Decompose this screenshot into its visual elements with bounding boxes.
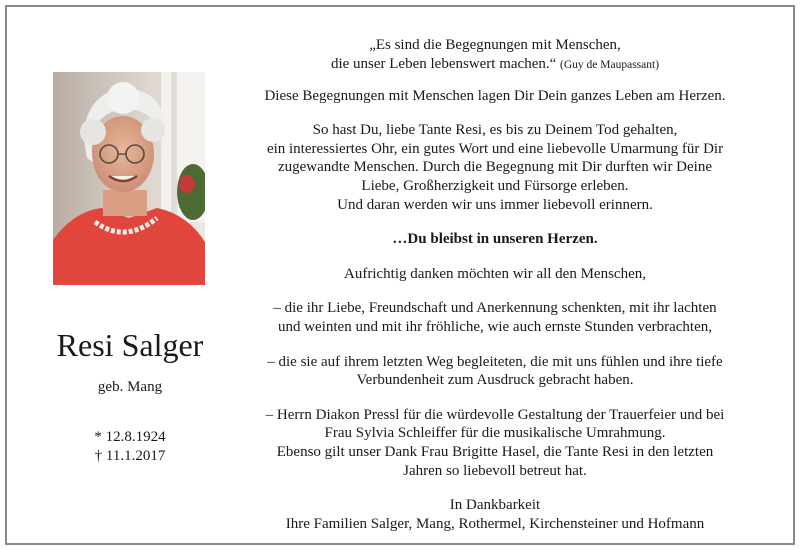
text-line: Frau Sylvia Schleiffer für die musikalische Umrahmung.: [324, 425, 666, 442]
text-line: – Herrn Diakon Pressl für die würdevolle Gestaltung der Trauerfeier und bei: [265, 406, 725, 423]
quote-line-text: die unser Leben lebenswert machen.“: [330, 55, 557, 72]
intro-paragraph: [234, 87, 756, 106]
text-line: So hast Du, liebe Tante Resi, es bis zu Deinem Tod gehalten,: [312, 122, 678, 139]
text-line: Jahren so liebevoll betreut hat.: [403, 462, 587, 479]
memory-paragraph: [234, 121, 756, 214]
motto-line: …Du bleibst in unseren Herzen.: [392, 231, 598, 248]
quote: [234, 36, 756, 74]
quote-line: [234, 55, 756, 75]
motto: [234, 230, 756, 249]
birth-name: geb. Mang: [97, 379, 163, 395]
text-line: Aufrichtig danken möchten wir all den Menschen,: [344, 265, 646, 282]
text-line: Ebenso gilt unser Dank Frau Brigitte Hasel, die Tante Resi in den letzten: [276, 444, 714, 460]
life-dates: [30, 428, 230, 466]
notice-text: [234, 36, 756, 533]
closing-line: In Dankbarkeit: [449, 497, 541, 514]
quote-line: „Es sind die Begegnungen mit Menschen,: [369, 37, 621, 53]
text-line: und weinten und mit ihr fröhliche, wie auch ernste Stunden verbrachten,: [277, 319, 713, 336]
signature: Ihre Familien Salger, Mang, Rothermel, Kirchensteiner und Hofmann: [285, 515, 705, 532]
birth-date: * 12.8.1924: [94, 429, 166, 445]
deceased-name: Resi Salger: [56, 327, 204, 363]
text-line: Diese Begegnungen mit Menschen lagen Dir Dein ganzes Leben am Herzen.: [264, 87, 726, 104]
quote-source: (Guy de Maupassant): [560, 58, 660, 71]
text-line: – die ihr Liebe, Freundschaft und Anerkennung schenkten, mit ihr lachten: [273, 300, 717, 317]
text-line: Verbundenheit zum Ausdruck gebracht haben.: [356, 372, 634, 389]
text-line: Und daran werden wir uns immer liebevoll erinnern.: [337, 196, 653, 213]
closing: [234, 496, 756, 533]
portrait-photo: [53, 72, 205, 285]
text-line: zugewandte Menschen. Durch die Begegnung mit Dir durften wir Deine: [277, 159, 713, 176]
thanks-intro: [234, 265, 756, 284]
death-date: † 11.1.2017: [94, 448, 166, 464]
thanks-item: [234, 353, 756, 390]
text-line: Liebe, Großherzigkeit und Fürsorge erleben.: [361, 178, 629, 195]
thanks-item: [234, 299, 756, 336]
portrait-image: [53, 72, 205, 285]
text-line: ein interessiertes Ohr, ein gutes Wort und eine liebevolle Umarmung für Dir: [266, 140, 724, 157]
text-line: – die sie auf ihrem letzten Weg begleiteten, die mit uns fühlen und ihre tiefe: [267, 353, 723, 370]
thanks-item: [234, 406, 756, 480]
